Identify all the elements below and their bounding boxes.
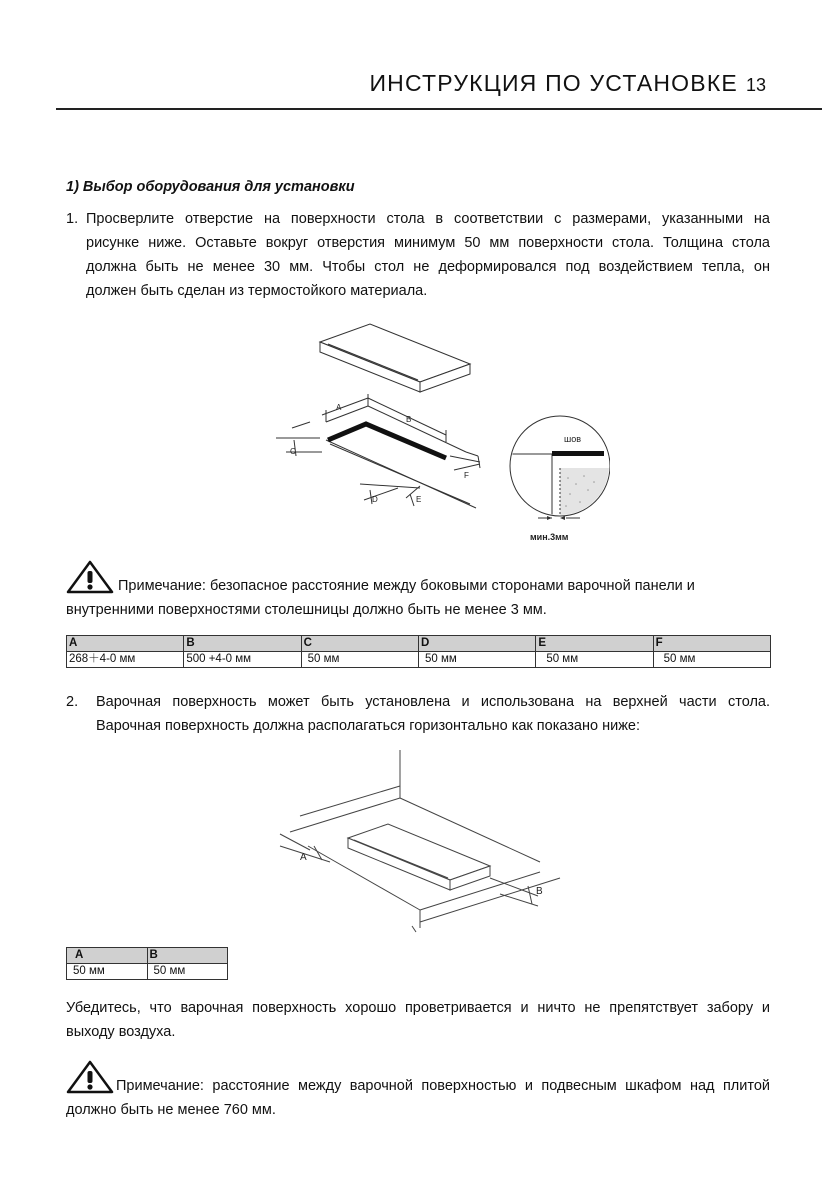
- warning-icon: [66, 560, 114, 594]
- label-b: B: [406, 415, 412, 424]
- header-divider: [56, 108, 822, 110]
- table-header-row: [67, 948, 228, 964]
- table-row: [67, 652, 771, 668]
- min-gap-label: мин.3мм: [530, 532, 569, 542]
- table-row: [67, 964, 228, 980]
- table-header-cell: B: [147, 948, 228, 964]
- table-cell: 500 +4-0 мм: [184, 652, 301, 668]
- instruction-item-2: [66, 690, 770, 738]
- table-header-cell: D: [418, 636, 535, 652]
- text-line: должен быть сделан из термостойкого материала.: [86, 283, 428, 299]
- table-header-cell: F: [653, 636, 770, 652]
- note-text: Примечание: расстояние между варочной поверхностью и подвесным шкафом над плитой: [116, 1078, 770, 1094]
- ventilation-paragraph: [66, 996, 770, 1044]
- label-c: C: [290, 447, 296, 456]
- table-header-cell: C: [301, 636, 418, 652]
- table-header-cell: B: [184, 636, 301, 652]
- note-1: [66, 560, 786, 622]
- table-header-cell: A: [67, 948, 148, 964]
- text-line: выходу воздуха.: [66, 1024, 176, 1040]
- page-title: ИНСТРУКЦИЯ ПО УСТАНОВКЕ: [369, 70, 738, 96]
- page-header: [369, 70, 766, 97]
- label-e: E: [416, 495, 422, 504]
- cutout-diagram: [270, 318, 610, 550]
- section-title: 1) Выбор оборудования для установки: [66, 179, 355, 195]
- table-cell: 50 мм: [653, 652, 770, 668]
- seam-label: шов: [564, 434, 582, 444]
- note-2: [66, 1060, 770, 1122]
- warning-icon: [66, 1060, 114, 1094]
- text-line: должна быть не менее 30 мм. Чтобы стол не деформировался под воздействием тепла, он: [86, 259, 770, 275]
- note-text: Примечание: безопасное расстояние между боковыми сторонами варочной панели и: [118, 578, 695, 594]
- table-cell: 50 мм: [147, 964, 228, 980]
- text-line: рисунке ниже. Оставьте вокруг отверстия минимум 50 мм поверхности стола. Толщина стола: [86, 235, 770, 251]
- label-d: D: [372, 495, 378, 504]
- table-cell: 50 мм: [67, 964, 148, 980]
- table-cell: 50 мм: [301, 652, 418, 668]
- table-cell: 50 мм: [536, 652, 653, 668]
- label-f: F: [464, 471, 469, 480]
- instruction-item-1: [66, 207, 770, 303]
- text-line: Варочная поверхность может быть установлена и использована на верхней части стола.: [96, 694, 770, 710]
- note-text: внутренними поверхностями столешницы должно быть не менее 3 мм.: [66, 602, 547, 618]
- table-header-row: [67, 636, 771, 652]
- clearance-diagram: [270, 750, 570, 936]
- page-number: 13: [745, 75, 766, 95]
- label-b: B: [536, 886, 543, 897]
- text-line: Варочная поверхность должна располагаться горизонтально как показано ниже:: [96, 718, 640, 734]
- table-cell: 50 мм: [418, 652, 535, 668]
- table-cell: 268＋4-0 мм: [67, 652, 184, 668]
- label-a: A: [300, 852, 307, 863]
- table-header-cell: E: [536, 636, 653, 652]
- item-number: 2.: [66, 694, 79, 710]
- text-line: Убедитесь, что варочная поверхность хорошо проветривается и ничто не препятствует забору и: [66, 1000, 770, 1016]
- text-line: Просверлите отверстие на поверхности стола в соответствии с размерами, указанными на: [86, 211, 770, 227]
- item-number: 1.: [66, 211, 79, 227]
- table-header-cell: A: [67, 636, 184, 652]
- label-a: A: [336, 403, 342, 412]
- note-text: должно быть не менее 760 мм.: [66, 1102, 276, 1118]
- dimensions-table: [66, 635, 771, 668]
- clearance-table: [66, 947, 228, 980]
